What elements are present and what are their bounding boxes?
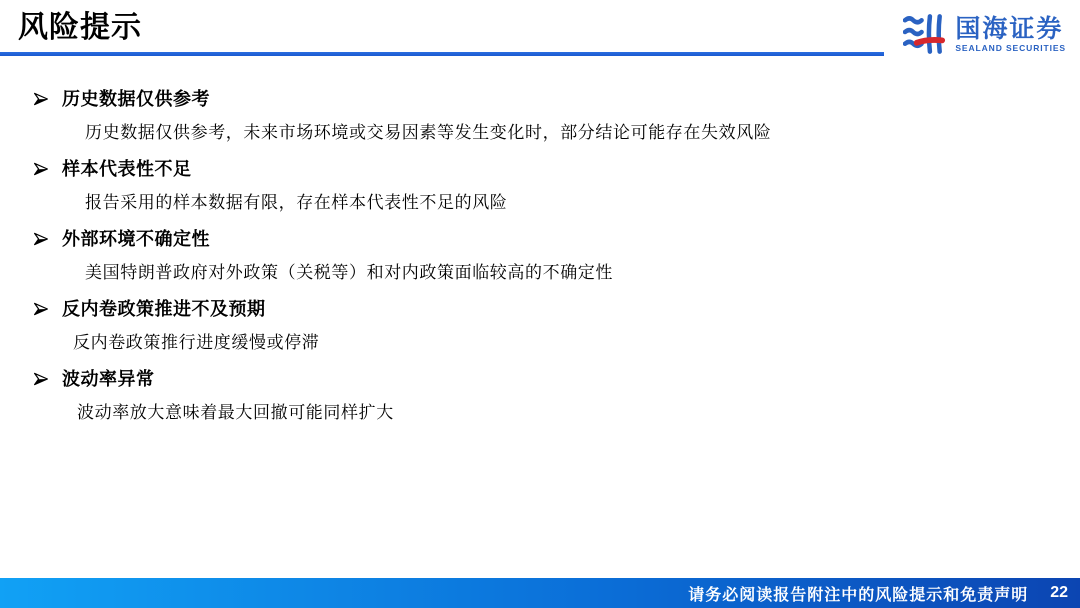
company-logo-text [955,15,1066,54]
bullet-heading [33,368,1040,390]
company-logo [903,13,1066,55]
three-d-arrowhead-right-icon [33,231,49,247]
bullet-heading-label: 波动率异常 [62,369,155,389]
bullet-heading [33,298,1040,320]
bullet-detail: 波动率放大意味着最大回撤可能同样扩大 [77,403,394,422]
bullet-heading [33,88,1040,110]
slide-header [0,0,1080,58]
company-name-cn: 国海证券 [955,14,1064,43]
three-d-arrowhead-right-icon [33,371,49,387]
bullet-heading [33,158,1040,180]
bullet-detail: 美国特朗普政府对外政策（关税等）和对内政策面临较高的不确定性 [85,263,613,282]
bullet-heading [33,228,1040,250]
sealand-wave-mark-icon [903,13,948,55]
title-underline-rule [0,52,884,56]
bullet-detail: 报告采用的样本数据有限，存在样本代表性不足的风险 [85,193,508,212]
bullet-detail: 历史数据仅供参考，未来市场环境或交易因素等发生变化时，部分结论可能存在失效风险 [85,123,772,142]
company-name-en: SEALAND SECURITIES [955,42,1066,53]
page-title: 风险提示 [18,11,142,44]
page-number: 22 [1050,584,1068,601]
three-d-arrowhead-right-icon [33,161,49,177]
footer-disclaimer: 请务必阅读报告附注中的风险提示和免责声明 [688,586,1029,604]
bullet-detail: 反内卷政策推行进度缓慢或停滞 [73,333,320,352]
three-d-arrowhead-right-icon [33,301,49,317]
bullet-heading-label: 样本代表性不足 [62,159,192,179]
risk-bullet-list [0,58,1080,424]
three-d-arrowhead-right-icon [33,91,49,107]
bullet-heading-label: 外部环境不确定性 [62,229,210,249]
bullet-heading-label: 反内卷政策推进不及预期 [62,299,266,319]
footer-bar [0,578,1080,608]
bullet-heading-label: 历史数据仅供参考 [62,89,210,109]
